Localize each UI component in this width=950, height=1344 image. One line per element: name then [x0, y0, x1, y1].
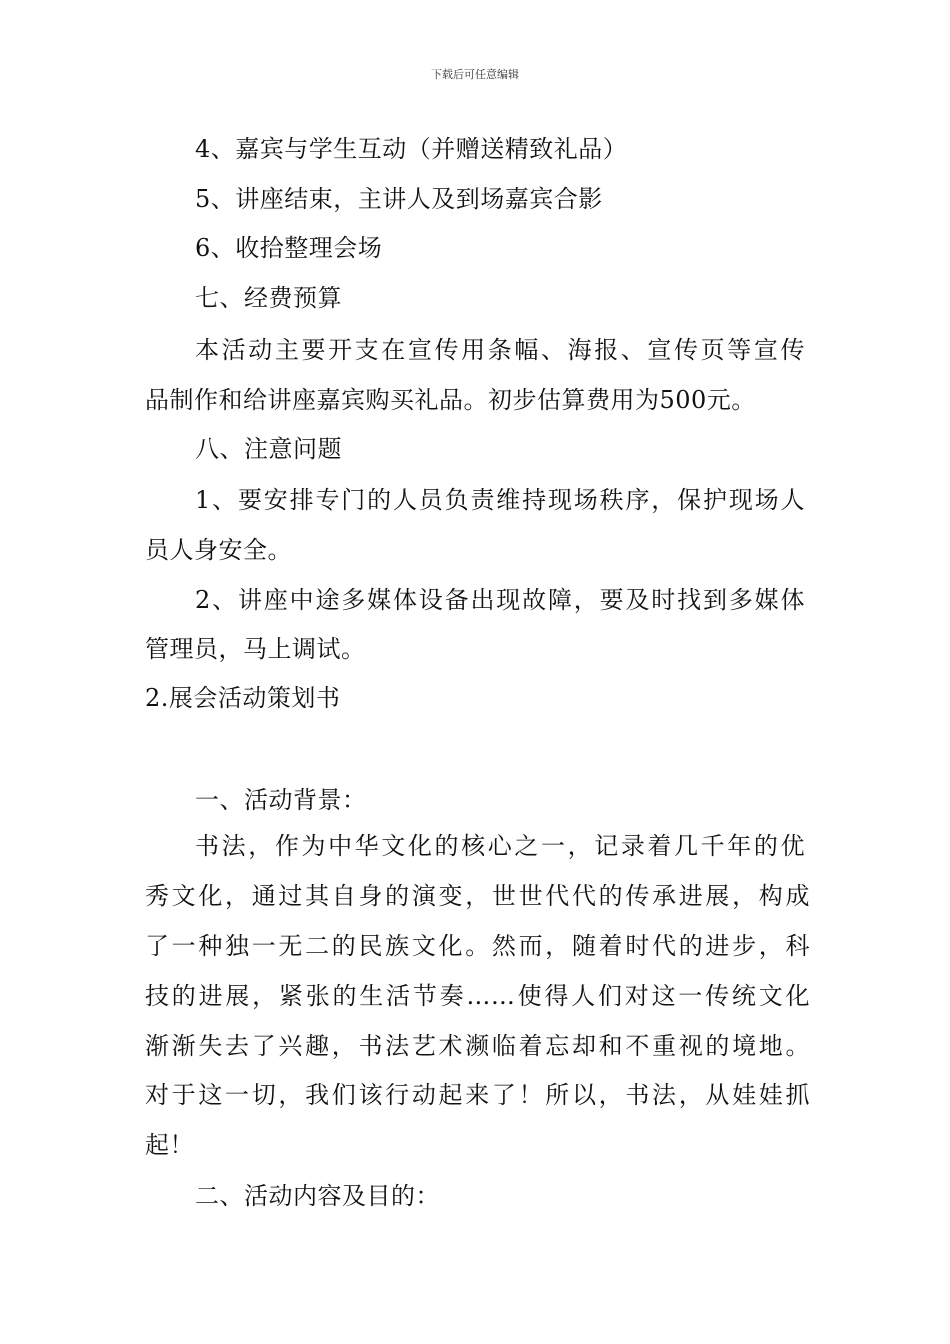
doc-line: 起！	[145, 1131, 194, 1159]
doc-line: 6、收拾整理会场	[195, 234, 383, 262]
doc-line: 技的进展，紧张的生活节奏……使得人们对这一传统文化	[145, 982, 810, 1010]
doc-line: 2、讲座中途多媒体设备出现故障，要及时找到多媒体	[195, 586, 805, 614]
doc-line: 5、讲座结束，主讲人及到场嘉宾合影	[195, 185, 603, 213]
section-heading: 一、活动背景：	[195, 786, 367, 814]
doc-line: 4、嘉宾与学生互动（并赠送精致礼品）	[195, 135, 628, 163]
doc-line: 了一种独一无二的民族文化。然而，随着时代的进步，科	[145, 932, 810, 960]
doc-line: 书法，作为中华文化的核心之一，记录着几千年的优	[195, 832, 805, 860]
doc-line: 1、要安排专门的人员负责维持现场秩序，保护现场人	[195, 486, 805, 514]
section-heading: 八、注意问题	[195, 435, 342, 463]
section-heading: 七、经费预算	[195, 284, 342, 312]
page-header-note: 下载后可任意编辑	[431, 68, 519, 81]
section-heading: 二、活动内容及目的：	[195, 1182, 440, 1210]
doc-line: 员人身安全。	[145, 536, 292, 564]
doc-line: 秀文化，通过其自身的演变，世世代代的传承进展，构成	[145, 882, 810, 910]
doc-line: 品制作和给讲座嘉宾购买礼品。初步估算费用为500元。	[145, 386, 756, 414]
document-title: 2.展会活动策划书	[145, 684, 341, 712]
doc-line: 渐渐失去了兴趣，书法艺术濒临着忘却和不重视的境地。	[145, 1032, 810, 1060]
doc-line: 管理员，马上调试。	[145, 635, 366, 663]
doc-line: 对于这一切，我们该行动起来了！所以，书法，从娃娃抓	[145, 1081, 810, 1109]
doc-line: 本活动主要开支在宣传用条幅、海报、宣传页等宣传	[195, 336, 805, 364]
